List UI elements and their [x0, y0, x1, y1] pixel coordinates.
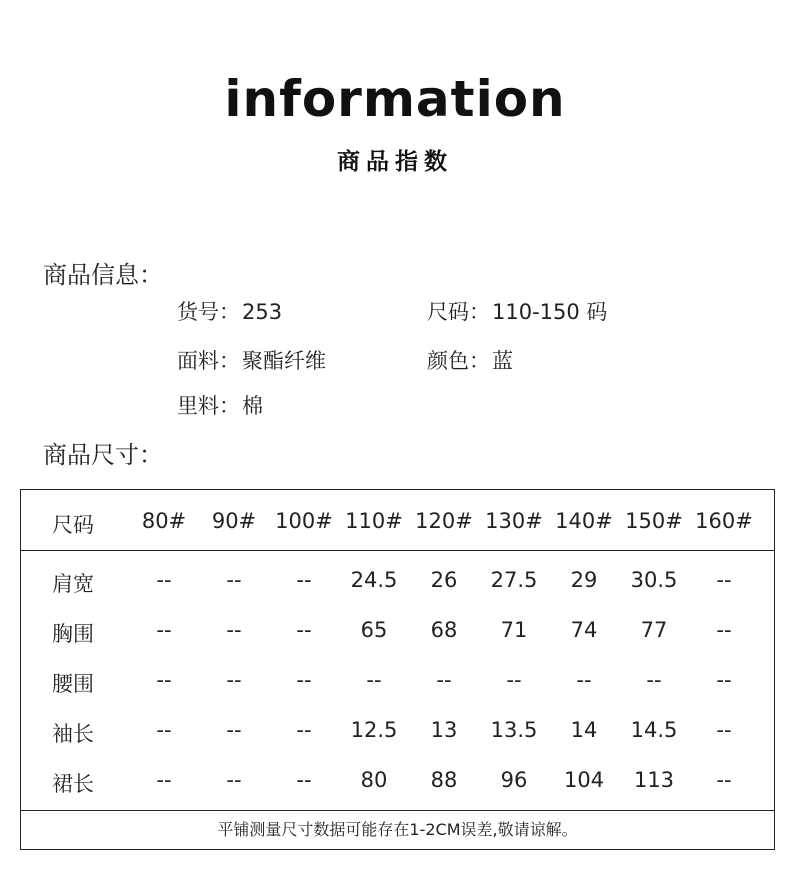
measurement-cell: 68 — [430, 618, 458, 642]
measurement-row-label: 裙长 — [52, 772, 94, 796]
fabric-value: 聚酯纤维 — [242, 349, 326, 373]
fabric-field — [177, 345, 326, 375]
measurement-cell: -- — [506, 668, 522, 692]
measurement-cell: 104 — [563, 768, 605, 792]
measurement-cell: 74 — [570, 618, 598, 642]
size-column-header: 100# — [275, 509, 333, 533]
measurement-cell: 30.5 — [630, 568, 678, 592]
lining-field — [177, 390, 263, 420]
size-chart-table — [20, 489, 775, 850]
measurement-cell: 27.5 — [490, 568, 538, 592]
measurement-cell: -- — [156, 618, 172, 642]
measurement-cell: 88 — [430, 768, 458, 792]
color-label: 颜色： — [427, 349, 490, 373]
measurement-cell: 14 — [570, 718, 598, 742]
measurement-cell: -- — [296, 618, 312, 642]
size-column-header: 150# — [625, 509, 683, 533]
measurement-cell: 26 — [430, 568, 458, 592]
measurement-cell: -- — [226, 618, 242, 642]
measurement-cell: 113 — [633, 768, 675, 792]
item-no-value: 253 — [242, 300, 283, 324]
size-header-label: 尺码 — [52, 513, 94, 537]
measurement-cell: 14.5 — [630, 718, 678, 742]
measurement-cell: -- — [716, 618, 732, 642]
page-title: information — [224, 70, 566, 128]
measurement-cell: 77 — [640, 618, 668, 642]
measurement-cell: -- — [226, 718, 242, 742]
measurement-cell: -- — [226, 768, 242, 792]
measurement-row-label: 肩宽 — [52, 572, 94, 596]
size-column-header: 140# — [555, 509, 613, 533]
measurement-cell: -- — [156, 668, 172, 692]
product-info-heading: 商品信息： — [43, 261, 163, 289]
measurement-cell: -- — [716, 768, 732, 792]
measurement-cell: -- — [366, 668, 382, 692]
lining-label: 里料： — [177, 394, 240, 418]
measurement-cell: -- — [226, 668, 242, 692]
measurement-cell: 24.5 — [350, 568, 398, 592]
size-range-field — [427, 296, 607, 326]
measurement-note: 平铺测量尺寸数据可能存在1-2CM误差,敬请谅解。 — [217, 820, 578, 839]
measurement-cell: -- — [576, 668, 592, 692]
measurement-cell: -- — [156, 718, 172, 742]
item-no-label: 货号： — [177, 300, 240, 324]
footer-divider — [21, 810, 774, 811]
measurement-cell: 96 — [500, 768, 528, 792]
measurement-row-label: 胸围 — [52, 622, 94, 646]
color-field — [427, 345, 513, 375]
item-no-field — [177, 296, 282, 326]
size-range-label: 尺码： — [427, 300, 490, 324]
measurement-cell: 12.5 — [350, 718, 398, 742]
measurement-cell: -- — [296, 718, 312, 742]
measurement-cell: -- — [716, 668, 732, 692]
lining-value: 棉 — [242, 394, 263, 418]
measurement-row-label: 腰围 — [52, 672, 94, 696]
page-subtitle: 商品指数 — [337, 149, 453, 175]
size-chart-heading: 商品尺寸： — [43, 441, 163, 469]
color-value: 蓝 — [492, 349, 513, 373]
measurement-cell: -- — [156, 768, 172, 792]
measurement-cell: -- — [716, 718, 732, 742]
measurement-cell: 65 — [360, 618, 388, 642]
measurement-cell: 13.5 — [490, 718, 538, 742]
size-column-header: 90# — [211, 509, 257, 533]
measurement-cell: 80 — [360, 768, 388, 792]
measurement-cell: -- — [296, 768, 312, 792]
measurement-row-label: 袖长 — [52, 722, 94, 746]
measurement-cell: -- — [226, 568, 242, 592]
measurement-cell: -- — [436, 668, 452, 692]
measurement-cell: 29 — [570, 568, 598, 592]
size-column-header: 80# — [141, 509, 187, 533]
measurement-cell: -- — [296, 668, 312, 692]
size-column-header: 110# — [345, 509, 403, 533]
measurement-cell: -- — [716, 568, 732, 592]
measurement-cell: 71 — [500, 618, 528, 642]
size-column-header: 120# — [415, 509, 473, 533]
header-divider — [21, 550, 774, 551]
size-column-header: 130# — [485, 509, 543, 533]
measurement-cell: 13 — [430, 718, 458, 742]
size-range-value: 110-150 码 — [492, 300, 608, 324]
size-column-header: 160# — [695, 509, 753, 533]
measurement-cell: -- — [156, 568, 172, 592]
fabric-label: 面料： — [177, 349, 240, 373]
measurement-cell: -- — [296, 568, 312, 592]
measurement-cell: -- — [646, 668, 662, 692]
